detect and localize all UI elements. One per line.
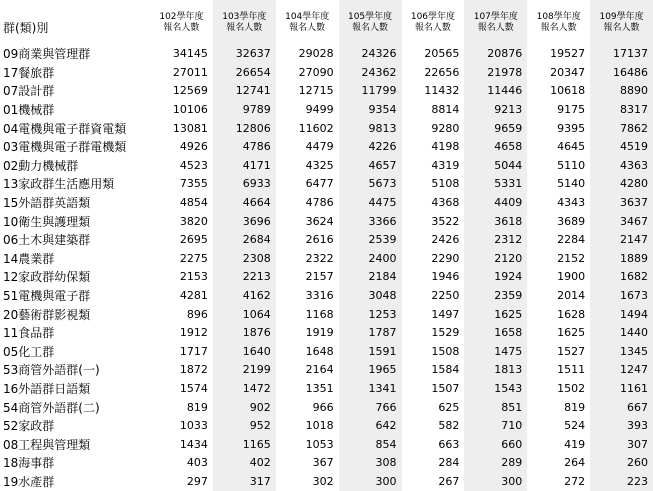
- count-label: 報名人數: [289, 22, 326, 33]
- count-cell: 2199: [213, 361, 276, 380]
- count-cell: 4368: [431, 196, 460, 210]
- count-cell: 2426: [431, 233, 460, 247]
- group-name-cell: 04電機與電子群資電類: [3, 121, 127, 136]
- count-cell: 819: [564, 400, 586, 414]
- count-cell: 1924: [464, 268, 527, 287]
- count-cell: 8890: [590, 82, 653, 101]
- year-column-header: [213, 0, 276, 45]
- year-column-header: [402, 0, 465, 45]
- count-cell: 1472: [213, 380, 276, 399]
- group-name-cell: 10衛生與護理類: [3, 214, 91, 229]
- count-cell: 1502: [557, 381, 586, 395]
- count-cell: 4519: [590, 138, 653, 157]
- count-cell: 2400: [339, 250, 402, 269]
- count-cell: 7355: [179, 177, 208, 191]
- count-cell: 1440: [590, 324, 653, 343]
- count-cell: 297: [186, 474, 208, 488]
- count-cell: 4198: [431, 140, 460, 154]
- year-label: 106學年度: [410, 11, 456, 22]
- group-name-cell: 08工程與管理類: [3, 437, 91, 452]
- table-row: [0, 454, 653, 473]
- group-column-header: 群(類)別: [3, 21, 49, 35]
- count-cell: 9280: [431, 121, 460, 135]
- count-cell: 660: [464, 435, 527, 454]
- count-cell: 1912: [179, 326, 208, 340]
- count-cell: 9813: [339, 119, 402, 138]
- count-cell: 24326: [339, 45, 402, 64]
- count-cell: 2290: [431, 251, 460, 265]
- table-row: [0, 175, 653, 194]
- count-cell: 1351: [305, 381, 334, 395]
- year-label: 108學年度: [536, 11, 581, 22]
- count-cell: 20347: [550, 65, 586, 79]
- count-cell: 1507: [431, 381, 460, 395]
- count-cell: 1946: [431, 270, 460, 284]
- count-cell: 1511: [557, 363, 586, 377]
- count-cell: 307: [590, 435, 653, 454]
- count-cell: 3048: [339, 287, 402, 306]
- count-cell: 2284: [557, 233, 586, 247]
- count-cell: 1673: [590, 287, 653, 306]
- table-row: [0, 398, 653, 417]
- table-row: [0, 380, 653, 399]
- group-name-cell: 52家政群: [3, 419, 55, 434]
- count-cell: 663: [438, 437, 460, 451]
- count-cell: 289: [464, 454, 527, 473]
- count-cell: 4657: [339, 157, 402, 176]
- table-row: [0, 250, 653, 269]
- count-cell: 27011: [172, 65, 208, 79]
- count-cell: 1345: [590, 343, 653, 362]
- count-cell: 4343: [557, 196, 586, 210]
- group-name-cell: 11食品群: [3, 326, 55, 341]
- year-label: 102學年度: [159, 11, 204, 22]
- count-cell: 2147: [590, 231, 653, 250]
- count-cell: 1033: [179, 419, 208, 433]
- count-cell: 403: [186, 456, 208, 470]
- group-name-cell: 05化工群: [3, 344, 55, 359]
- count-cell: 4854: [179, 196, 208, 210]
- count-cell: 260: [590, 454, 653, 473]
- count-cell: 625: [438, 400, 460, 414]
- count-cell: 1591: [339, 343, 402, 362]
- count-cell: 26654: [213, 64, 276, 83]
- year-label: 107學年度: [473, 11, 518, 22]
- count-cell: 10106: [172, 103, 208, 117]
- count-cell: 4479: [305, 140, 334, 154]
- count-cell: 2616: [305, 233, 334, 247]
- count-cell: 300: [339, 473, 402, 491]
- count-cell: 1434: [179, 437, 208, 451]
- count-cell: 223: [590, 473, 653, 491]
- count-cell: 2014: [557, 289, 586, 303]
- count-cell: 3316: [305, 289, 334, 303]
- count-cell: 4475: [339, 194, 402, 213]
- count-cell: 1658: [464, 324, 527, 343]
- group-name-cell: 14農業群: [3, 251, 55, 266]
- count-cell: 3696: [213, 212, 276, 231]
- count-cell: 4786: [213, 138, 276, 157]
- header-row: [0, 0, 653, 45]
- year-column-header: [590, 0, 653, 45]
- count-cell: 4171: [213, 157, 276, 176]
- count-cell: 1919: [305, 326, 334, 340]
- count-cell: 1682: [590, 268, 653, 287]
- count-cell: 2275: [179, 251, 208, 265]
- count-cell: 19527: [550, 47, 586, 61]
- count-cell: 308: [339, 454, 402, 473]
- count-cell: 2184: [339, 268, 402, 287]
- table-row: [0, 287, 653, 306]
- table-row: [0, 361, 653, 380]
- count-cell: 1813: [464, 361, 527, 380]
- table-row: [0, 119, 653, 138]
- count-cell: 21978: [464, 64, 527, 83]
- count-cell: 3820: [179, 214, 208, 228]
- count-cell: 1900: [557, 270, 586, 284]
- count-cell: 402: [213, 454, 276, 473]
- table-row: [0, 45, 653, 64]
- count-cell: 29028: [298, 47, 334, 61]
- count-cell: 13081: [172, 121, 208, 135]
- count-cell: 9354: [339, 101, 402, 120]
- count-cell: 1494: [590, 305, 653, 324]
- count-cell: 1640: [213, 343, 276, 362]
- year-column-header: [150, 0, 213, 45]
- count-cell: 419: [564, 437, 586, 451]
- count-cell: 5331: [464, 175, 527, 194]
- count-label: 報名人數: [477, 22, 514, 33]
- count-cell: 1965: [339, 361, 402, 380]
- count-cell: 4319: [431, 158, 460, 172]
- count-cell: 10618: [550, 84, 586, 98]
- count-cell: 300: [464, 473, 527, 491]
- count-cell: 5044: [464, 157, 527, 176]
- count-cell: 302: [312, 474, 334, 488]
- table-row: [0, 138, 653, 157]
- count-cell: 642: [339, 417, 402, 436]
- count-cell: 4926: [179, 140, 208, 154]
- count-cell: 3467: [590, 212, 653, 231]
- table-row: [0, 305, 653, 324]
- count-cell: 1543: [464, 380, 527, 399]
- count-cell: 9213: [464, 101, 527, 120]
- year-column-header: [527, 0, 590, 45]
- count-cell: 5110: [557, 158, 586, 172]
- group-name-cell: 12家政群幼保類: [3, 270, 91, 285]
- group-name-cell: 06土木與建築群: [3, 233, 91, 248]
- group-name-cell: 01機械群: [3, 103, 55, 118]
- count-cell: 3637: [590, 194, 653, 213]
- count-cell: 3522: [431, 214, 460, 228]
- count-cell: 24362: [339, 64, 402, 83]
- count-cell: 2120: [464, 250, 527, 269]
- count-cell: 2539: [339, 231, 402, 250]
- count-cell: 3689: [557, 214, 586, 228]
- count-label: 報名人數: [414, 22, 451, 33]
- table-row: [0, 231, 653, 250]
- count-cell: 2153: [179, 270, 208, 284]
- table-row: [0, 435, 653, 454]
- count-cell: 1648: [305, 344, 334, 358]
- year-label: 104學年度: [285, 11, 330, 22]
- count-cell: 902: [213, 398, 276, 417]
- count-cell: 32637: [213, 45, 276, 64]
- count-cell: 9789: [213, 101, 276, 120]
- count-cell: 16486: [590, 64, 653, 83]
- count-cell: 317: [213, 473, 276, 491]
- count-cell: 1341: [339, 380, 402, 399]
- count-cell: 3624: [305, 214, 334, 228]
- count-cell: 4281: [179, 289, 208, 303]
- count-cell: 1168: [305, 307, 334, 321]
- table-row: [0, 101, 653, 120]
- group-name-cell: 07設計群: [3, 84, 55, 99]
- group-name-cell: 51電機與電子群: [3, 289, 91, 304]
- count-cell: 8814: [431, 103, 460, 117]
- count-cell: 1628: [557, 307, 586, 321]
- group-name-cell: 15外語群英語類: [3, 196, 91, 211]
- table-row: [0, 473, 653, 491]
- group-name-cell: 53商管外語群(一): [3, 363, 100, 378]
- count-cell: 6477: [305, 177, 334, 191]
- count-cell: 952: [213, 417, 276, 436]
- count-cell: 2308: [213, 250, 276, 269]
- year-label: 103學年度: [222, 11, 267, 22]
- year-column-header: [339, 0, 402, 45]
- count-cell: 2312: [464, 231, 527, 250]
- count-cell: 367: [312, 456, 334, 470]
- count-cell: 4786: [305, 196, 334, 210]
- table-row: [0, 157, 653, 176]
- year-column-header: [464, 0, 527, 45]
- count-cell: 5140: [557, 177, 586, 191]
- count-cell: 2322: [305, 251, 334, 265]
- count-cell: 22656: [424, 65, 460, 79]
- count-cell: 2164: [305, 363, 334, 377]
- group-name-cell: 16外語群日語類: [3, 381, 91, 396]
- group-name-cell: 13家政群生活應用類: [3, 177, 115, 192]
- count-cell: 1018: [305, 419, 334, 433]
- count-cell: 966: [312, 400, 334, 414]
- year-column-header: [276, 0, 339, 45]
- count-cell: 4523: [179, 158, 208, 172]
- count-cell: 1787: [339, 324, 402, 343]
- count-cell: 1889: [590, 250, 653, 269]
- count-cell: 854: [339, 435, 402, 454]
- count-cell: 1574: [179, 381, 208, 395]
- count-label: 報名人數: [540, 22, 577, 33]
- count-cell: 1064: [213, 305, 276, 324]
- count-cell: 582: [438, 419, 460, 433]
- count-cell: 4280: [590, 175, 653, 194]
- year-label: 109學年度: [599, 11, 644, 22]
- table-row: [0, 212, 653, 231]
- table-row: [0, 64, 653, 83]
- count-cell: 284: [438, 456, 460, 470]
- count-cell: 1717: [179, 344, 208, 358]
- count-cell: 4226: [339, 138, 402, 157]
- count-cell: 267: [438, 474, 460, 488]
- count-cell: 4162: [213, 287, 276, 306]
- table-row: [0, 324, 653, 343]
- count-cell: 4658: [464, 138, 527, 157]
- count-cell: 3618: [464, 212, 527, 231]
- count-cell: 766: [339, 398, 402, 417]
- count-cell: 9175: [557, 103, 586, 117]
- count-cell: 1584: [431, 363, 460, 377]
- count-cell: 710: [464, 417, 527, 436]
- count-cell: 2250: [431, 289, 460, 303]
- table-row: [0, 343, 653, 362]
- count-cell: 7862: [590, 119, 653, 138]
- count-cell: 1872: [179, 363, 208, 377]
- table-row: [0, 194, 653, 213]
- count-label: 報名人數: [226, 22, 263, 33]
- count-cell: 1247: [590, 361, 653, 380]
- count-cell: 34145: [172, 47, 208, 61]
- count-cell: 1625: [464, 305, 527, 324]
- count-cell: 4645: [557, 140, 586, 154]
- count-cell: 5108: [431, 177, 460, 191]
- count-cell: 1527: [557, 344, 586, 358]
- count-cell: 11799: [339, 82, 402, 101]
- count-cell: 667: [590, 398, 653, 417]
- count-cell: 819: [186, 400, 208, 414]
- count-cell: 2152: [557, 251, 586, 265]
- count-cell: 12806: [213, 119, 276, 138]
- count-cell: 896: [186, 307, 208, 321]
- count-cell: 9659: [464, 119, 527, 138]
- count-cell: 4664: [213, 194, 276, 213]
- group-name-cell: 03電機與電子群電機類: [3, 140, 127, 155]
- group-name-cell: 20藝術群影視類: [3, 307, 91, 322]
- count-cell: 1475: [464, 343, 527, 362]
- count-cell: 9395: [557, 121, 586, 135]
- count-cell: 1165: [213, 435, 276, 454]
- count-cell: 27090: [298, 65, 334, 79]
- count-cell: 1053: [305, 437, 334, 451]
- year-label: 105學年度: [347, 11, 393, 22]
- count-cell: 1161: [590, 380, 653, 399]
- count-cell: 8317: [590, 101, 653, 120]
- count-cell: 2684: [213, 231, 276, 250]
- count-cell: 3366: [339, 212, 402, 231]
- count-cell: 5673: [339, 175, 402, 194]
- count-cell: 20565: [424, 47, 460, 61]
- count-cell: 1497: [431, 307, 460, 321]
- count-cell: 12715: [298, 84, 334, 98]
- group-name-cell: 19水產群: [3, 474, 55, 489]
- group-name-cell: 02動力機械群: [3, 158, 79, 173]
- count-cell: 2213: [213, 268, 276, 287]
- count-cell: 851: [464, 398, 527, 417]
- count-cell: 20876: [464, 45, 527, 64]
- count-cell: 2157: [305, 270, 334, 284]
- count-cell: 1529: [431, 326, 460, 340]
- group-name-cell: 09商業與管理群: [3, 47, 91, 62]
- count-cell: 524: [564, 419, 586, 433]
- count-cell: 4363: [590, 157, 653, 176]
- count-cell: 2359: [464, 287, 527, 306]
- count-cell: 1625: [557, 326, 586, 340]
- count-cell: 12569: [172, 84, 208, 98]
- count-label: 報名人數: [603, 22, 640, 33]
- count-cell: 1876: [213, 324, 276, 343]
- count-cell: 264: [564, 456, 586, 470]
- count-cell: 2695: [179, 233, 208, 247]
- count-cell: 11602: [298, 121, 334, 135]
- count-cell: 272: [564, 474, 586, 488]
- count-cell: 393: [590, 417, 653, 436]
- count-cell: 17137: [590, 45, 653, 64]
- table-row: [0, 82, 653, 101]
- count-cell: 6933: [213, 175, 276, 194]
- group-name-cell: 17餐旅群: [3, 65, 55, 80]
- group-name-cell: 54商管外語群(二): [3, 400, 100, 415]
- count-cell: 4409: [464, 194, 527, 213]
- count-cell: 9499: [305, 103, 334, 117]
- count-cell: 4325: [305, 158, 334, 172]
- count-label: 報名人數: [352, 22, 389, 33]
- count-cell: 1508: [431, 344, 460, 358]
- table-row: [0, 268, 653, 287]
- count-cell: 1253: [339, 305, 402, 324]
- table-body: [0, 45, 653, 491]
- count-cell: 11446: [464, 82, 527, 101]
- group-name-cell: 18海事群: [3, 456, 55, 471]
- table-row: [0, 417, 653, 436]
- count-cell: 11432: [424, 84, 460, 98]
- count-label: 報名人數: [163, 22, 200, 33]
- count-cell: 12741: [213, 82, 276, 101]
